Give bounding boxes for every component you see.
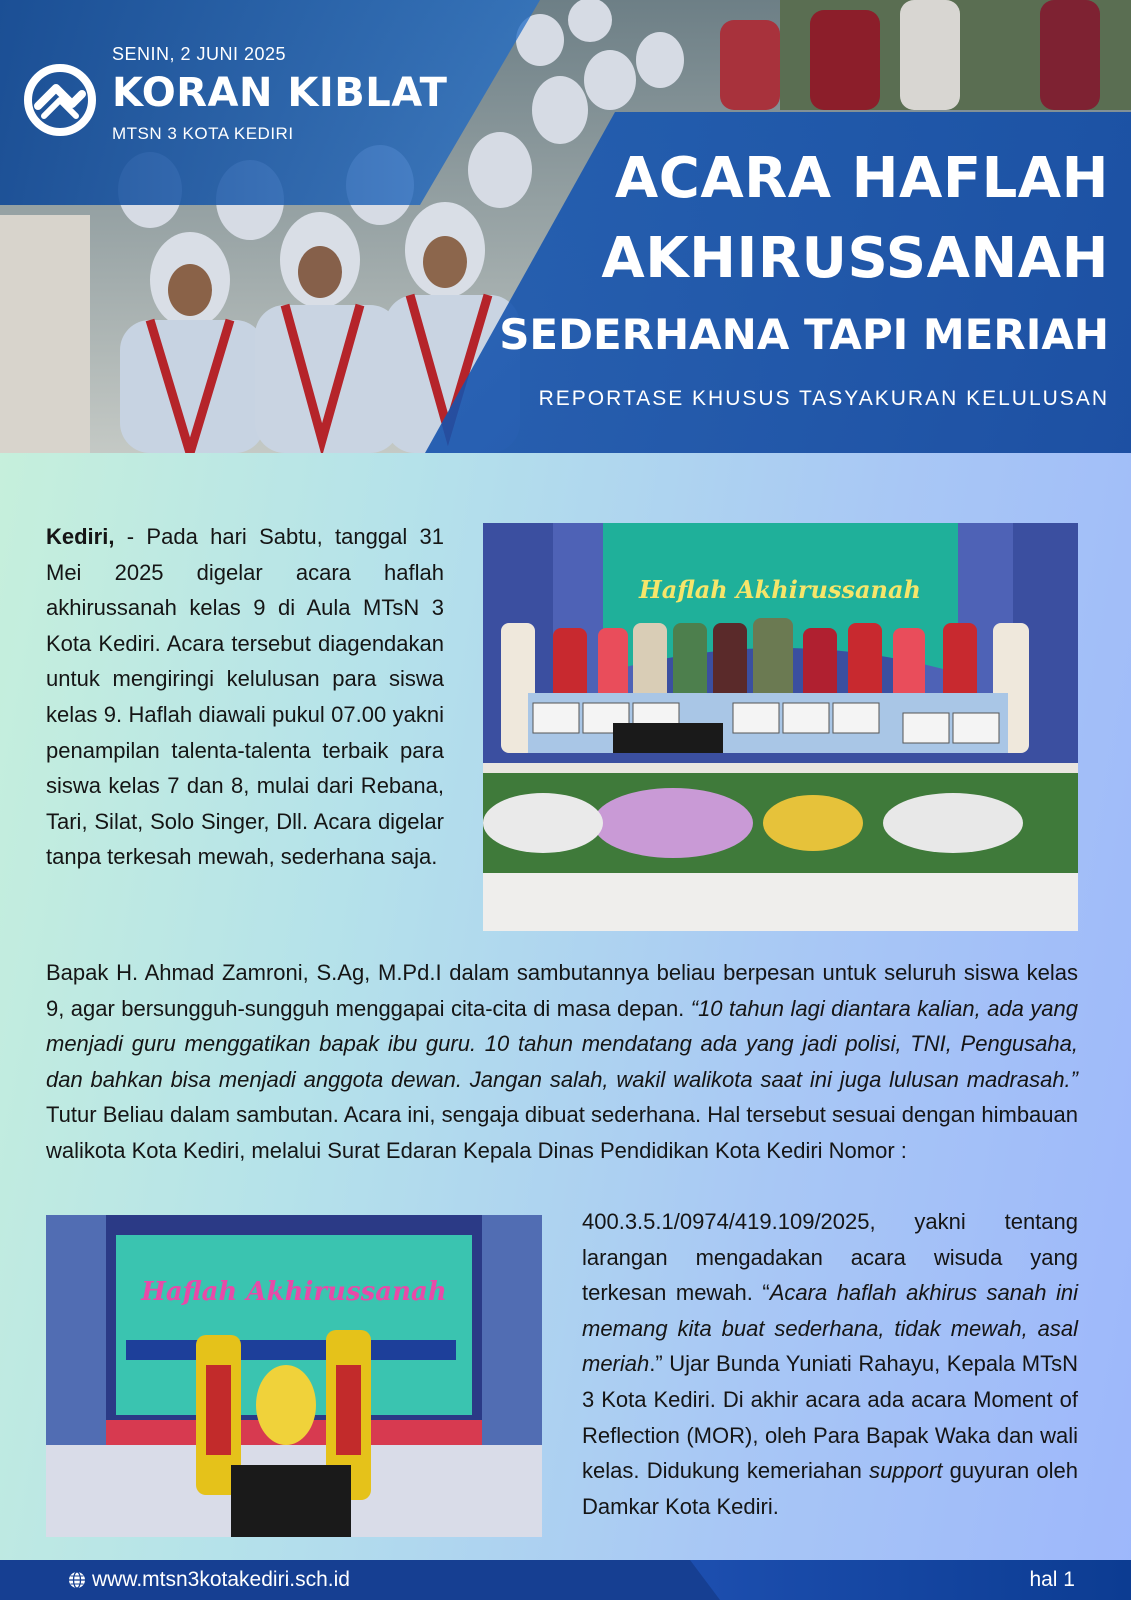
headline-line-3: SEDERHANA TAPI MERIAH — [499, 310, 1109, 359]
koran-kiblat-logo — [22, 62, 98, 138]
graduation-stage-photo — [483, 523, 1078, 931]
paragraph-3-text-a: 400.3.5.1/0974/419.109/2025, yakni tentang larangan mengadakan acara wisuda yang terkesan mewah. “ — [582, 1209, 1078, 1306]
school-name: MTSN 3 KOTA KEDIRI — [112, 124, 294, 143]
paragraph-3-text-c: guyuran oleh Damkar Kota Kediri. — [582, 1458, 1078, 1519]
subheadline: REPORTASE KHUSUS TASYAKURAN KELULUSAN — [538, 387, 1109, 410]
page-number: hal 1 — [1029, 1568, 1075, 1591]
stage-banner-text: Haflah Akhirussanah — [639, 575, 921, 604]
newspaper-name: KORAN KIBLAT — [112, 70, 448, 116]
paragraph-2-text-a: Bapak H. Ahmad Zamroni, S.Ag, M.Pd.I dalam sambutannya beliau berpesan untuk seluruh siswa kelas 9, agar bersungguh-sungguh menggapai cita-cita di masa depan. — [46, 960, 1078, 1021]
headline-line-2: AKHIRUSSANAH — [601, 226, 1109, 291]
headmaster-quote: “10 tahun lagi diantara kalian, ada yang menjadi guru menggatikan bapak ibu guru. 10 tahun mendatang ada yang jadi polisi, TNI, Pengusaha, dan bahkan bisa menjadi anggota dewan. Jangan salah, wakil walikota saat ini juga lulusan madrasah.” — [46, 995, 1079, 1092]
globe-icon — [68, 1571, 86, 1589]
italic-word: support — [869, 1458, 943, 1484]
issue-date: SENIN, 2 JUNI 2025 — [112, 44, 287, 64]
headline-line-1: ACARA HAFLAH — [614, 146, 1109, 211]
dance-banner-text: Haflah Akhirussanah — [141, 1277, 447, 1307]
website-link[interactable]: www.mtsn3kotakediri.sch.id — [92, 1568, 350, 1591]
paragraph-2-text-b: Tutur Beliau dalam sambutan. Acara ini, sengaja dibuat sederhana. Hal tersebut sesuai dengan himbauan walikota Kota Kediri, melalui Surat Edaran Kepala Dinas Pendidikan Kota Kediri Nomor : — [46, 1102, 1078, 1163]
principal-quote: Acara haflah akhirus sanah ini memang kita buat sederhana, tidak mewah, asal meriah — [582, 1280, 1078, 1377]
page-footer — [0, 1560, 1131, 1600]
article-paragraph-3 — [582, 1204, 1078, 1524]
paragraph-3-text-b: .” Ujar Bunda Yuniati Rahayu, Kepala MTsN 3 Kota Kediri. Di akhir acara ada acara Moment of Reflection (MOR), oleh Para Bapak Waka dan wali kelas. Didukung kemeriahan — [582, 1351, 1078, 1484]
masthead — [0, 0, 1131, 453]
dance-performance-photo — [46, 1215, 542, 1537]
article-paragraph-2 — [46, 955, 1078, 1169]
paragraph-1-text: - Pada hari Sabtu, tanggal 31 Mei 2025 digelar acara haflah akhirussanah kelas 9 di Aula MTsN 3 Kota Kediri. Acara tersebut diagendakan untuk mengiringi kelulusan para siswa kelas 9. Haflah diawali pukul 07.00 yakni penampilan talenta-talenta terbaik para siswa kelas 7 dan 8, mulai dari Rebana, Tari, Silat, Solo Singer, Dll. Acara digelar tanpa terkesah mewah, sederhana saja. — [46, 524, 444, 870]
dateline: Kediri, — [46, 524, 115, 549]
article-paragraph-1 — [46, 519, 444, 875]
